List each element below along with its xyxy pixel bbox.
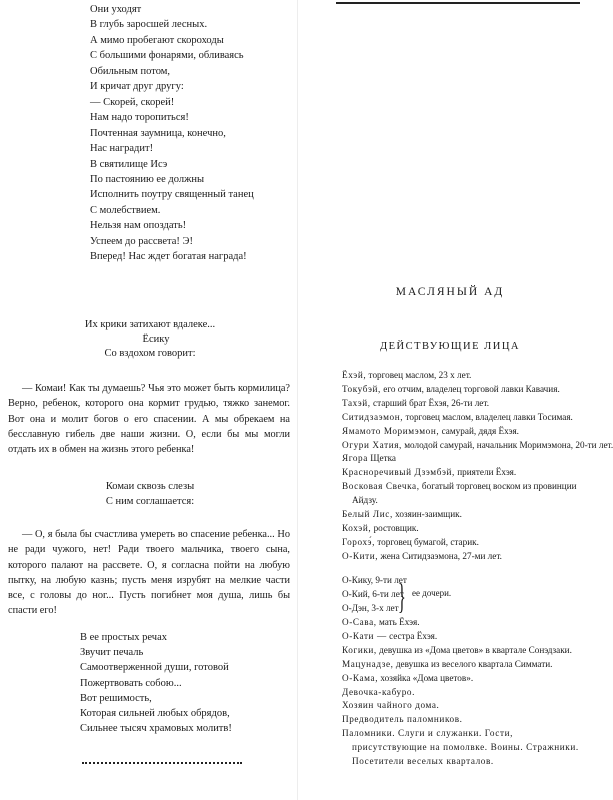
cast-entry bbox=[342, 686, 585, 700]
stage-line: С ним соглашается: bbox=[105, 495, 195, 507]
character-name: О-Кама, bbox=[342, 672, 379, 683]
character-name: Восковая Свечка, bbox=[342, 481, 420, 492]
stage-direction-1 bbox=[0, 318, 300, 362]
character-name: Красноречивый Дзэмбэй, bbox=[342, 467, 455, 478]
stage-line: Со вздохом говорит: bbox=[104, 348, 196, 359]
cast-entry bbox=[342, 383, 585, 397]
verse-line: Нас наградит! bbox=[90, 143, 154, 155]
cast-entry bbox=[342, 713, 585, 727]
verse-line: Пожертвовать собою... bbox=[80, 677, 182, 689]
character-description: сестра Ёхэя. bbox=[386, 630, 438, 641]
character-name: Ямамото Моримэмон, bbox=[342, 425, 440, 436]
verse-stanza-2 bbox=[80, 630, 232, 736]
character-name: Тахэй, bbox=[342, 397, 371, 408]
verse-line: В глубь заросшей лесных. bbox=[90, 19, 208, 31]
verse-stanza-1 bbox=[90, 2, 254, 265]
verse-line: Нельзя нам опоздать! bbox=[90, 220, 187, 232]
verse-line: Исполнить поутру священный танец bbox=[90, 189, 254, 201]
cast-entry bbox=[342, 397, 585, 411]
verse-line: По пастоянию ее должны bbox=[90, 173, 205, 185]
cast-entry bbox=[342, 727, 585, 769]
character-description: его отчим, владелец торговой лавки Кавачия. bbox=[380, 383, 560, 394]
stage-line: Комаи сквозь слезы bbox=[105, 481, 195, 492]
verse-line: А мимо пробегают скороходы bbox=[90, 34, 224, 46]
character-name: Мацунадзе, bbox=[342, 658, 394, 669]
character-description: торговец маслом, 23 х лет. bbox=[366, 370, 472, 380]
top-rule bbox=[336, 2, 580, 4]
cast-entry bbox=[342, 425, 585, 439]
cast-list-continued bbox=[342, 616, 585, 769]
verse-line: Самоотверженной души, готовой bbox=[80, 662, 229, 674]
verse-line: С молебствием. bbox=[90, 204, 161, 216]
character-name: Хозяин чайного дома. bbox=[342, 700, 440, 711]
verse-line: Сильнее тысяч храмовых молитв! bbox=[80, 723, 232, 735]
character-name: Огури Хатия, bbox=[342, 439, 402, 450]
character-name: Ёхэй, bbox=[342, 370, 367, 380]
character-description: приятели Ёхэя. bbox=[454, 467, 517, 478]
daughter-entry: О-Кий, 6-ти лет bbox=[342, 588, 404, 599]
cast-list bbox=[342, 369, 613, 564]
left-page bbox=[0, 0, 300, 800]
verse-line: В святилище Исэ bbox=[90, 158, 168, 170]
character-description: молодой самурай, начальник Моримэмона, 20-ти лет. bbox=[401, 439, 613, 450]
cast-entry bbox=[342, 658, 585, 672]
prose-paragraph-2: — О, я была бы счастлива умереть во спасение ребенка... Но не ради чужого, нет! Ради твоего мальчика, твоего сына, которого палают на рассвете. О, я согласна пойти на любую пытку, на любую казнь; пусть меня изрубят на мелкие части все, с головы до ног... Пусть погибнет моя душа, лишь бы спасти его! bbox=[8, 529, 290, 617]
character-name: О-Кати — bbox=[342, 630, 387, 641]
character-description: торговец маслом, владелец лавки Тосимая. bbox=[403, 411, 573, 422]
verse-line: Успеем до рассвета! Э! bbox=[90, 235, 193, 247]
cast-entry bbox=[342, 439, 613, 453]
stage-line: Их крики затихают вдалеке... bbox=[84, 319, 216, 330]
character-name: О-Сава, bbox=[342, 617, 377, 627]
daughter-entry: О-Дэн, 3-х лет bbox=[342, 602, 399, 613]
cast-entry bbox=[342, 536, 585, 550]
verse-line: Которая сильней любых обрядов, bbox=[80, 708, 230, 720]
speaker-name: Ёсику bbox=[142, 333, 170, 345]
play-title: МАСЛЯНЫЙ АД bbox=[395, 286, 505, 298]
character-name: Когики, bbox=[342, 644, 377, 655]
cast-heading: ДЕЙСТВУЮЩИЕ ЛИЦА bbox=[379, 341, 521, 352]
dotted-rule bbox=[82, 762, 242, 764]
character-name: Паломники. Слуги и служанки. Гости, присутствующие на помолвке. Воины. Стражники. Посетители веселых кварталов. bbox=[342, 728, 579, 767]
verse-line: Почтенная заумница, конечно, bbox=[90, 127, 226, 139]
cast-entry bbox=[342, 480, 585, 508]
verse-line: — Скорей, скорей! bbox=[90, 96, 175, 108]
verse-line: Вперед! Нас ждет богатая награда! bbox=[90, 251, 247, 263]
character-description: девушка из «Дома цветов» в квартале Сонэдзаки. bbox=[376, 644, 572, 655]
character-name: О-Кити, bbox=[342, 550, 379, 561]
daughter-entry: О-Кику, 9-ти лет bbox=[342, 575, 407, 585]
stage-direction-2 bbox=[0, 480, 300, 509]
character-description: Щетка bbox=[367, 453, 396, 464]
character-name: Белый Лис, bbox=[342, 509, 393, 520]
verse-line: Нам надо торопиться! bbox=[90, 112, 189, 124]
character-description: хозяйка «Дома цветов». bbox=[378, 672, 474, 683]
cast-entry bbox=[342, 616, 585, 630]
cast-entry bbox=[342, 466, 585, 480]
cast-entry bbox=[342, 630, 585, 644]
cast-entry bbox=[342, 672, 585, 686]
verse-line: И кричат друг другу: bbox=[90, 81, 184, 93]
cast-entry bbox=[342, 508, 585, 522]
daughters-label: ее дочери. bbox=[412, 588, 452, 598]
character-description: богатый торговец воском из провинции Айдзу. bbox=[352, 481, 577, 506]
verse-line: С большими фонарями, обливаясь bbox=[90, 50, 244, 62]
character-description: самурай, дядя Ёхэя. bbox=[439, 425, 519, 436]
cast-entry bbox=[342, 369, 585, 383]
character-name: Кохэй, bbox=[342, 522, 372, 533]
character-name: Ситидзаэмон, bbox=[342, 411, 404, 422]
cast-entry bbox=[342, 644, 585, 658]
character-description: жена Ситидзаэмона, 27-ми лет. bbox=[378, 550, 502, 561]
character-name: Ягора bbox=[342, 453, 368, 464]
verse-line: Звучит печаль bbox=[80, 647, 144, 659]
cast-entry bbox=[342, 550, 585, 564]
brace-glyph: } bbox=[398, 576, 406, 616]
character-description: девушка из веселого квартала Симмати. bbox=[393, 658, 553, 669]
verse-line: Они уходят bbox=[90, 4, 142, 15]
verse-line: В ее простых речах bbox=[80, 632, 167, 643]
verse-line: Обильным потом, bbox=[90, 65, 171, 77]
character-description: мать Ёхэя. bbox=[376, 617, 420, 627]
character-name: Токубэй, bbox=[342, 383, 381, 394]
cast-entry bbox=[342, 699, 585, 713]
character-name: Предводитель паломников. bbox=[342, 714, 463, 725]
character-name: Горохэ́, bbox=[342, 536, 375, 547]
character-description: хозяин-заимщик. bbox=[392, 509, 462, 520]
character-description: торговец бумагой, старик. bbox=[374, 536, 479, 547]
prose-paragraph-1: — Комаи! Как ты думаешь? Чья это может быть кормилица? Верно, ребенок, которого она кормит грудью, тяжко занемог. Вот она и молит богов о его спасении. А мы обрекаем на бесславную гибель две наши жизни. О, если бы мы могли отдать их в обмен на жизнь этого ребенка! bbox=[8, 383, 290, 456]
character-name: Девочка-кабуро. bbox=[342, 686, 415, 697]
character-description: старший брат Ёхэя, 26-ти лет. bbox=[370, 397, 489, 408]
verse-line: Вот решимость, bbox=[80, 692, 152, 704]
cast-entry bbox=[342, 452, 585, 466]
cast-entry bbox=[342, 411, 585, 425]
character-description: ростовщик. bbox=[371, 522, 419, 533]
cast-entry bbox=[342, 522, 585, 536]
